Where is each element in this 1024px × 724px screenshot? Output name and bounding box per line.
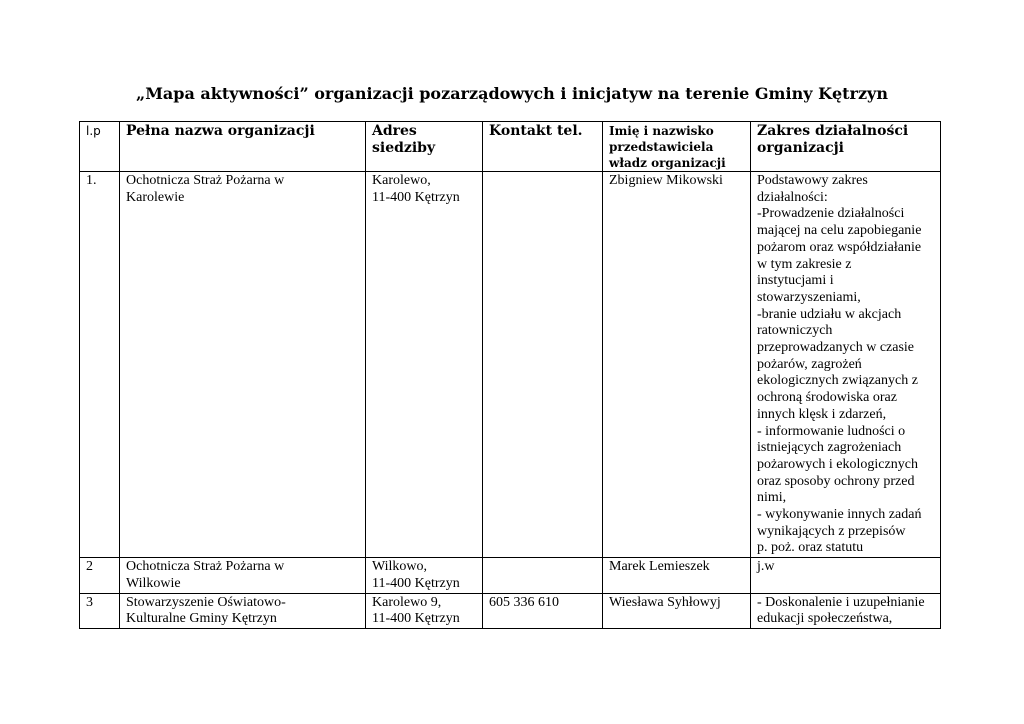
table-row [80, 593, 941, 628]
table-row [80, 558, 941, 593]
header-contact: Kontakt tel. [483, 122, 603, 172]
cell-lp: 2 [80, 558, 120, 593]
table-header-row [80, 122, 941, 172]
header-representative: Imię i nazwisko przedstawiciela władz organizacji [603, 122, 751, 172]
cell-name: Ochotnicza Straż Pożarna w Karolewie [120, 172, 366, 558]
cell-lp: 1. [80, 172, 120, 558]
header-name: Pełna nazwa organizacji [120, 122, 366, 172]
cell-representative: Wiesława Syhłowyj [603, 593, 751, 628]
cell-address: Karolewo, 11-400 Kętrzyn [366, 172, 483, 558]
cell-contact [483, 172, 603, 558]
cell-representative: Marek Lemieszek [603, 558, 751, 593]
table-row [80, 172, 941, 558]
header-address: Adres siedziby [366, 122, 483, 172]
cell-scope: j.w [751, 558, 941, 593]
cell-address: Wilkowo, 11-400 Kętrzyn [366, 558, 483, 593]
header-lp: l.p [80, 122, 120, 172]
cell-contact [483, 558, 603, 593]
document-title: „Mapa aktywności” organizacji pozarządowych i inicjatyw na terenie Gminy Kętrzyn [136, 84, 888, 103]
cell-name: Stowarzyszenie Oświatowo- Kulturalne Gminy Kętrzyn [120, 593, 366, 628]
cell-address: Karolewo 9, 11-400 Kętrzyn [366, 593, 483, 628]
cell-scope: Podstawowy zakres działalności: -Prowadzenie działalności mającej na celu zapobieganie pożarom oraz współdziałanie w tym zakresie z instytucjami i stowarzyszeniami, -branie udziału w akcjach ratowniczych przeprowadzanych w czasie pożarów, zagrożeń ekologicznych związanych z ochroną środowiska oraz innych klęsk i zdarzeń, - informowanie ludności o istniejących zagrożeniach pożarowych i ekologicznych oraz sposoby ochrony przed nimi, - wykonywanie innych zadań wynikających z przepisów p. poż. oraz statutu [751, 172, 941, 558]
cell-name: Ochotnicza Straż Pożarna w Wilkowie [120, 558, 366, 593]
cell-representative: Zbigniew Mikowski [603, 172, 751, 558]
cell-lp: 3 [80, 593, 120, 628]
header-scope: Zakres działalności organizacji [751, 122, 941, 172]
cell-contact: 605 336 610 [483, 593, 603, 628]
organizations-table [79, 121, 941, 629]
cell-scope: - Doskonalenie i uzupełnianie edukacji społeczeństwa, [751, 593, 941, 628]
